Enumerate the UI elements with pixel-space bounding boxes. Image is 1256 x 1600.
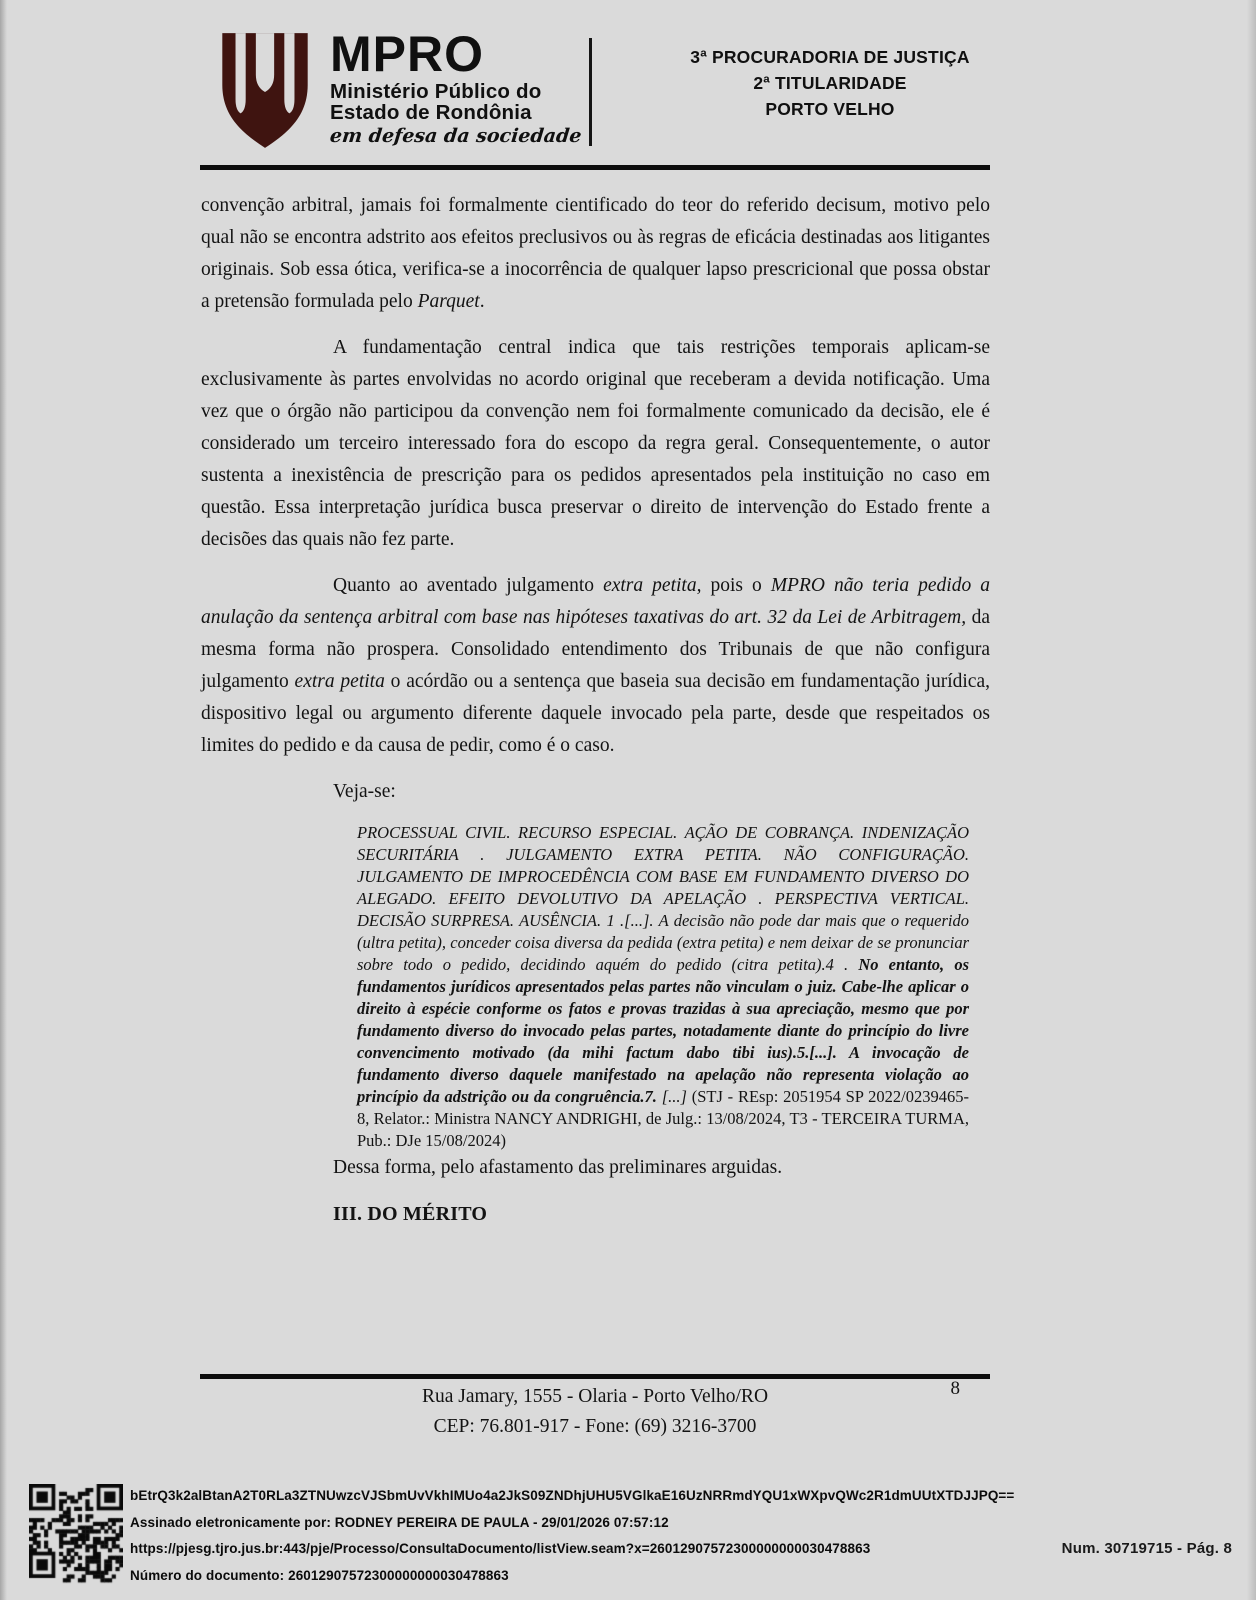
signature-lines <box>130 1483 1015 1589</box>
footer-address <box>200 1382 990 1442</box>
document-body <box>201 190 990 1244</box>
signature-hash: bEtrQ3k2alBtanA2T0RLa3ZTNUwzcVJSbmUvVkhIMUo4a2JkS09ZNDhjUHU5VGlkaE16UzNRRmdYQU1xWXpvQWc2R1dmUUtXTDJJPQ== <box>130 1488 1015 1503</box>
footer-address-line2: CEP: 76.801-917 - Fone: (69) 3216-3700 <box>433 1416 757 1437</box>
document-number-line: Número do documento: 26012907572300000000030478863 <box>130 1567 509 1583</box>
page-header <box>0 0 1256 175</box>
logo-org-line1: Ministério Público do <box>330 80 542 103</box>
signature-strip <box>0 1478 1256 1600</box>
document-ref-page-label: Num. 30719715 - Pág. 8 <box>1061 1540 1232 1557</box>
mpro-emblem-icon <box>214 28 316 152</box>
page-number: 8 <box>950 1378 960 1399</box>
office-line1: 3ª PROCURADORIA DE JUSTIÇA <box>690 47 970 67</box>
signed-by-line: Assinado eletronicamente por: RODNEY PEREIRA DE PAULA - 29/01/2026 07:57:12 <box>130 1514 669 1530</box>
page-right-edge-shadow <box>1247 0 1256 1600</box>
paragraph-1: convenção arbitral, jamais foi formalmente cientificado do teor do referido decisum, motivo pelo qual não se encontra adstrito aos efeitos preclusivos ou às regras de eficácia destinadas aos litigantes originais. Sob essa ótica, verifica-se a inocorrência de qualquer lapso prescricional que possa obstar a pretensão formulada pelo Parquet. <box>201 195 990 312</box>
veja-se-label: Veja-se: <box>333 781 396 802</box>
header-divider <box>589 38 592 146</box>
office-identification <box>660 44 1000 122</box>
logo-text-block <box>328 26 590 147</box>
logo-org-line2: Estado de Rondônia <box>330 101 532 124</box>
logo-slogan: em defesa da sociedade <box>328 125 583 147</box>
section-heading-merito: III. DO MÉRITO <box>333 1203 488 1225</box>
verification-url[interactable]: https://pjesg.tjro.jus.br:443/pje/Processo/ConsultaDocumento/listView.seam?x=26012907572300000000030478863 <box>130 1541 871 1556</box>
closing-line: Dessa forma, pelo afastamento das preliminares arguidas. <box>333 1157 783 1178</box>
office-line3: PORTO VELHO <box>765 99 895 119</box>
header-rule <box>200 165 990 170</box>
office-line2: 2ª TITULARIDADE <box>753 73 907 93</box>
paragraph-3: Quanto ao aventado julgamento extra petita, pois o MPRO não teria pedido a anulação da sentença arbitral com base nas hipóteses taxativas do art. 32 da Lei de Arbitragem, da mesma forma não prospera. Consolidado entendimento dos Tribunais de que não configura julgamento extra petita o acórdão ou a sentença que baseia sua decisão em fundamentação jurídica, dispositivo legal ou argumento diferente daquele invocado pela parte, desde que respeitados os limites do pedido e da causa de pedir, como é o caso. <box>201 575 990 756</box>
footer-rule <box>200 1374 990 1379</box>
logo-org-name <box>330 81 590 123</box>
jurisprudence-quote: PROCESSUAL CIVIL. RECURSO ESPECIAL. AÇÃO DE COBRANÇA. INDENIZAÇÃO SECURITÁRIA . JULGAMENTO EXTRA PETITA. NÃO CONFIGURAÇÃO. JULGAMENTO DE IMPROCEDÊNCIA COM BASE EM FUNDAMENTO DIVERSO DO ALEGADO. EFEITO DEVOLUTIVO DA APELAÇÃO . PERSPECTIVA VERTICAL. DECISÃO SURPRESA. AUSÊNCIA. 1 .[...]. A decisão não pode dar mais que o requerido (ultra petita), conceder coisa diversa da pedida (extra petita) e nem deixar de se pronunciar sobre todo o pedido, decidindo aquém do pedido (citra petita).4 . No entanto, os fundamentos jurídicos apresentados pelas partes não vinculam o juiz. Cabe-lhe aplicar o direito à espécie conforme os fatos e provas trazidas à sua apreciação, mesmo que por fundamento diverso do invocado pelas partes, notadamente diante do princípio do livre convencimento motivado (da mihi factum dabo tibi ius).5.[...]. A invocação de fundamento diverso daquele manifestado na apelação não representa violação ao princípio da adstrição ou da congruência.7. [...] (STJ - REsp: 2051954 SP 2022/0239465-8, Relator.: Ministra NANCY ANDRIGHI, de Julg.: 13/08/2024, T3 - TERCEIRA TURMA, Pub.: DJe 15/08/2024) <box>357 823 969 1150</box>
page-left-edge-shadow <box>0 0 7 1600</box>
paragraph-2: A fundamentação central indica que tais restrições temporais aplicam-se exclusivamente às partes envolvidas no acordo original que receberam a devida notificação. Uma vez que o órgão não participou da convenção nem foi formalmente comunicado da decisão, ele é considerado um terceiro interessado fora do escopo da regra geral. Consequentemente, o autor sustenta a inexistência de prescrição para os pedidos apresentados pela instituição no caso em questão. Essa interpretação jurídica busca preservar o direito de intervenção do Estado frente a decisões das quais não fez parte. <box>201 337 990 550</box>
logo-acronym: MPRO <box>330 26 484 82</box>
footer-address-line1: Rua Jamary, 1555 - Olaria - Porto Velho/RO <box>421 1386 769 1407</box>
qr-code <box>29 1484 123 1584</box>
